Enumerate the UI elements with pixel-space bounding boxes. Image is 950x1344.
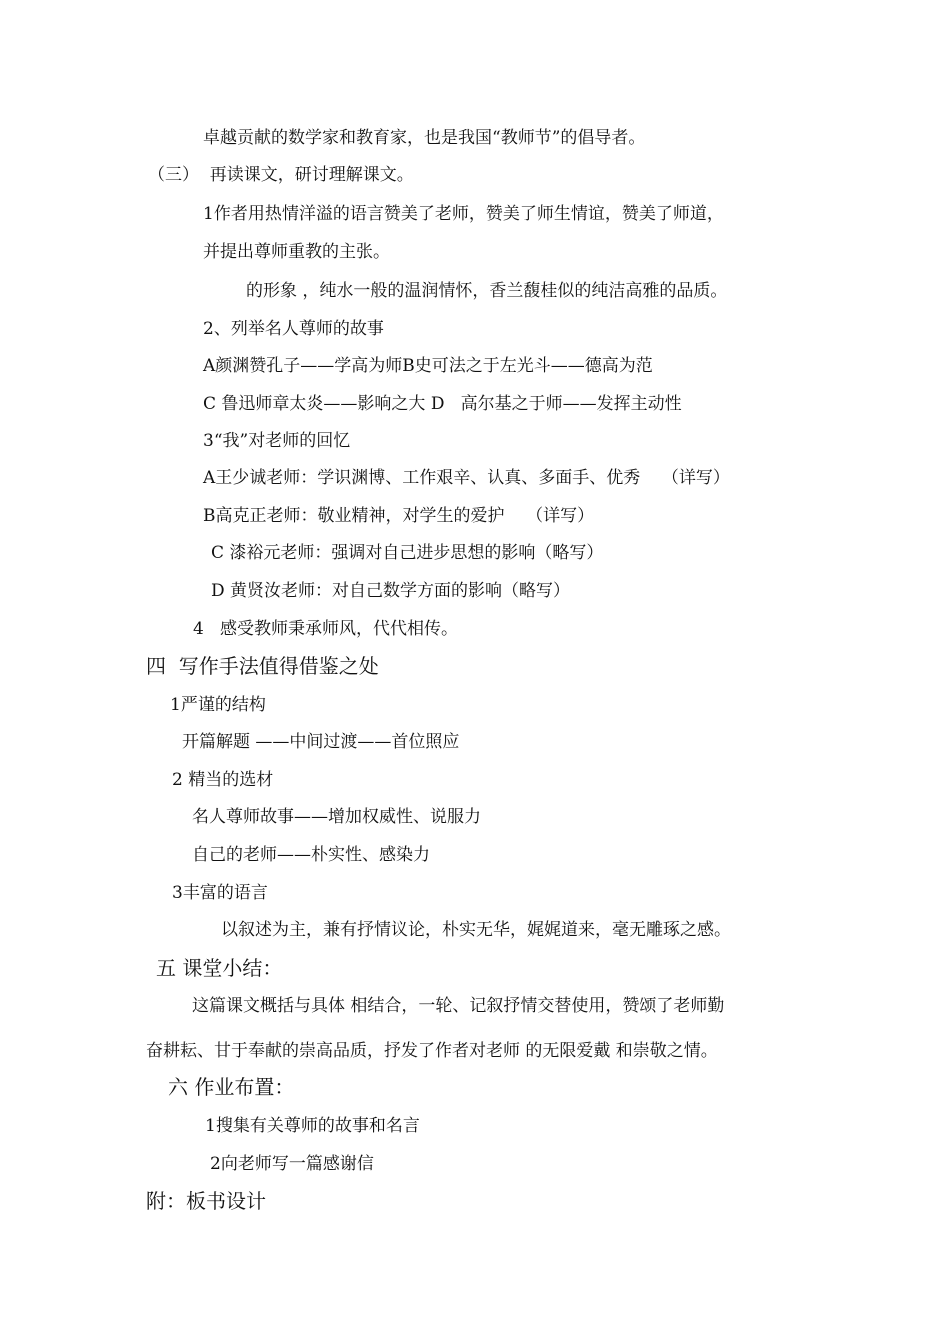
text-line: 并提出尊师重教的主张。 bbox=[203, 242, 390, 262]
list-heading: 2、列举名人尊师的故事 bbox=[203, 319, 384, 339]
list-item: D 黄贤汝老师：对自己数学方面的影响（略写） bbox=[211, 581, 571, 601]
list-item: C 漆裕元老师：强调对自己进步思想的影响（略写） bbox=[211, 543, 604, 563]
section-heading: 五 课堂小结： bbox=[156, 956, 283, 980]
list-item: B高克正老师：敬业精神，对学生的爱护 （详写） bbox=[203, 506, 595, 526]
list-item: A颜渊赞孔子——学高为师B史可法之于左光斗——德高为范 bbox=[203, 356, 653, 376]
list-heading: 4 感受教师秉承师风，代代相传。 bbox=[193, 619, 459, 639]
text-line: 自己的老师——朴实性、感染力 bbox=[192, 845, 430, 865]
text-line: 1作者用热情洋溢的语言赞美了老师，赞美了师生情谊，赞美了师道， bbox=[203, 204, 724, 224]
list-item: C 鲁迅师章太炎——影响之大 D 高尔基之于师——发挥主动性 bbox=[203, 394, 682, 414]
text-line: 卓越贡献的数学家和教育家，也是我国“教师节”的倡导者。 bbox=[203, 128, 646, 148]
list-heading: 1严谨的结构 bbox=[170, 695, 266, 715]
list-item: 1搜集有关尊师的故事和名言 bbox=[205, 1116, 420, 1136]
list-item: A王少诚老师：学识渊博、工作艰辛、认真、多面手、优秀 （详写） bbox=[203, 468, 730, 488]
text-line: 以叙述为主，兼有抒情议论，朴实无华，娓娓道来，毫无雕琢之感。 bbox=[221, 920, 731, 940]
section-heading: 六 作业布置： bbox=[168, 1075, 295, 1099]
text-line: 开篇解题 ——中间过渡——首位照应 bbox=[182, 732, 460, 752]
paragraph-line: 这篇课文概括与具体 相结合，一轮、记叙抒情交替使用，赞颂了老师勤 bbox=[192, 996, 725, 1016]
section-heading: 附：板书设计 bbox=[146, 1189, 266, 1213]
list-heading: 3丰富的语言 bbox=[172, 883, 268, 903]
list-item: 2向老师写一篇感谢信 bbox=[210, 1154, 374, 1174]
text-line: 名人尊师故事——增加权威性、说服力 bbox=[192, 807, 481, 827]
text-line: 的形象 ，纯水一般的温润情怀，香兰馥桂似的纯洁高雅的品质。 bbox=[246, 281, 728, 301]
paragraph-line: 奋耕耘、甘于奉献的崇高品质，抒发了作者对老师 的无限爱戴 和崇敬之情。 bbox=[146, 1041, 718, 1061]
section-heading: （三） 再读课文，研讨理解课文。 bbox=[148, 165, 414, 185]
list-heading: 3“我”对老师的回忆 bbox=[203, 431, 351, 451]
list-heading: 2 精当的选材 bbox=[172, 770, 274, 790]
section-heading: 四 写作手法值得借鉴之处 bbox=[146, 654, 379, 678]
